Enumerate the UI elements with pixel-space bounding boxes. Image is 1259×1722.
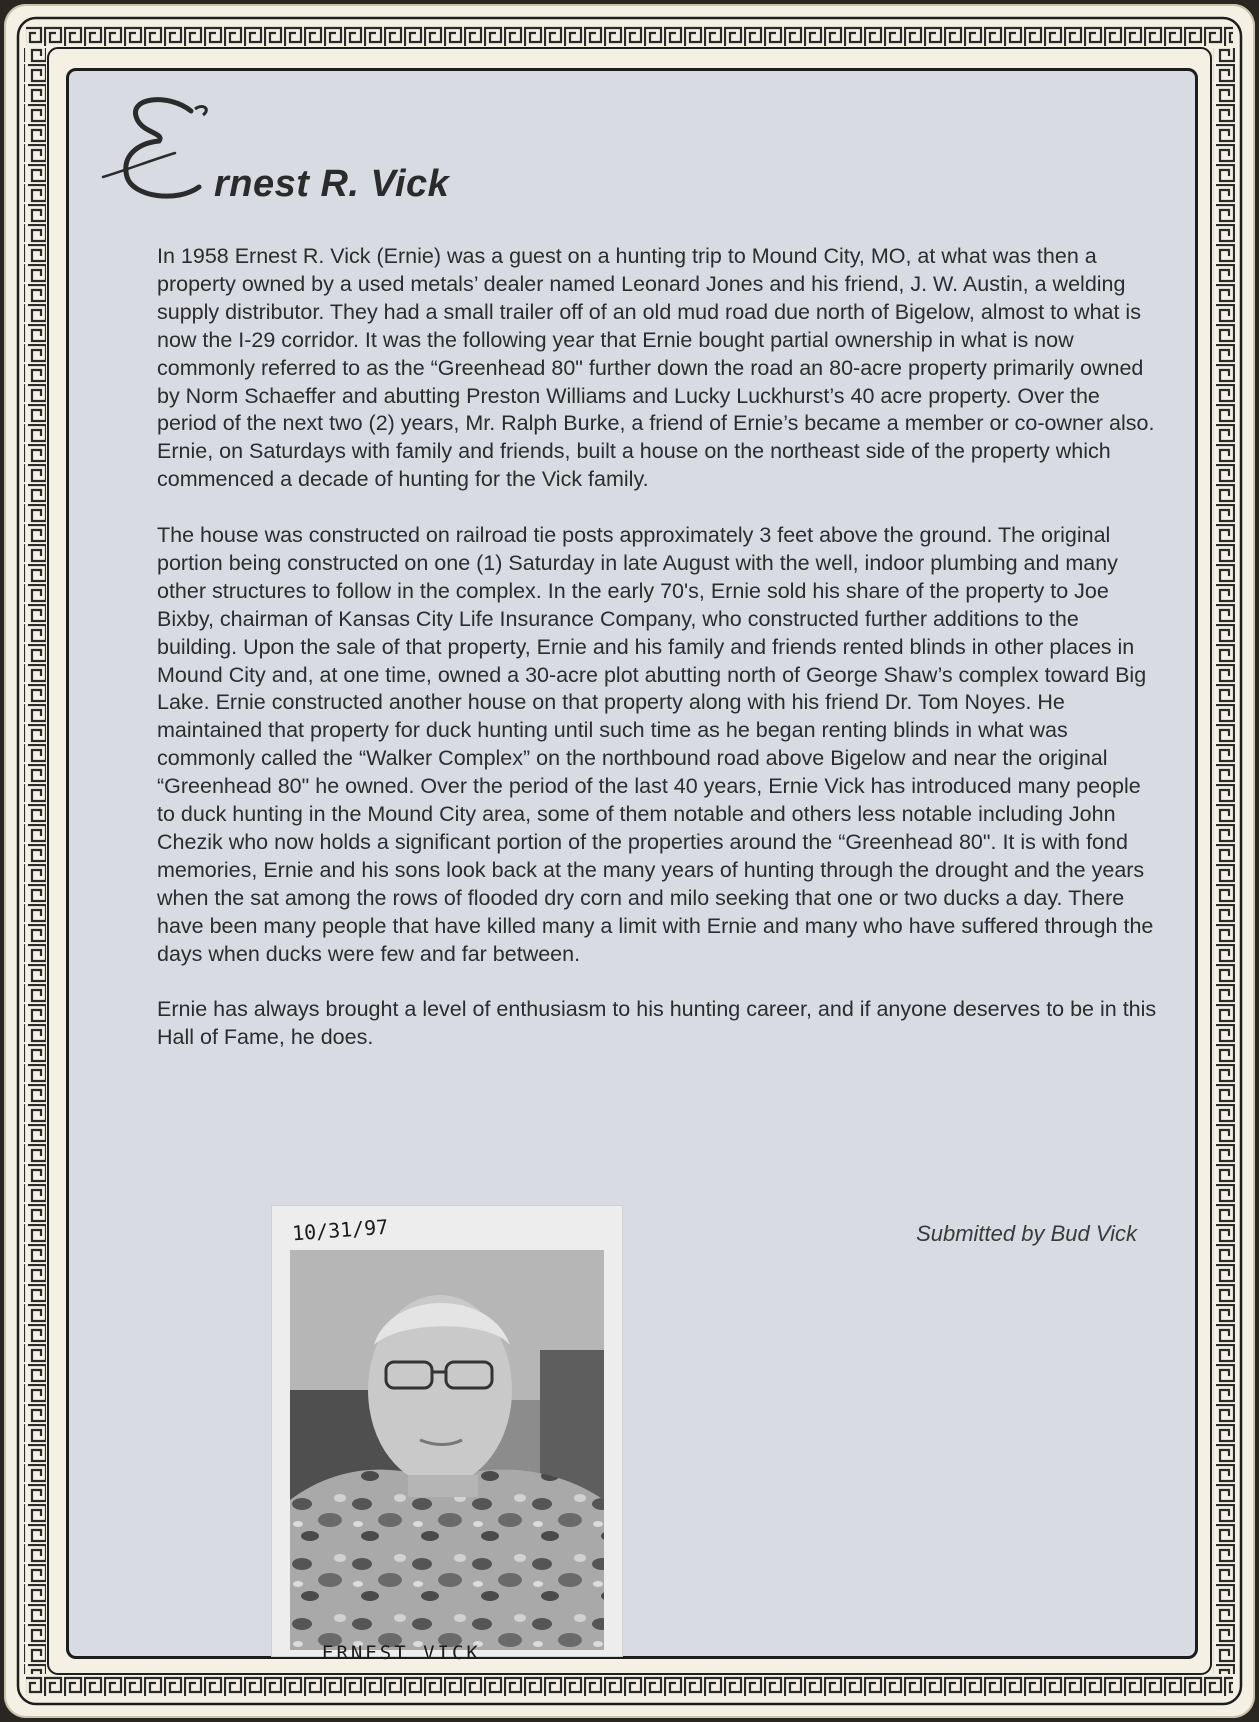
content-panel <box>66 68 1198 1659</box>
paragraph-2: The house was constructed on railroad tie posts approximately 3 feet above the ground. The original portion being constructed on one (1) Saturday in late August with the well, indoor plumbing and many other structures to follow in the complex. In the early 70's, Ernie sold his share of the property to Joe Bixby, chairman of Kansas City Life Insurance Company, who constructed further additions to the building. Upon the sale of that property, Ernie and his family and friends rented blinds in other places in Mound City and, at one time, owned a 30-acre plot abutting north of George Shaw’s complex toward Big Lake. Ernie constructed another house on that property along with his friend Dr. Tom Noyes. He maintained that property for duck hunting until such time as he began renting blinds in what was commonly called the “Walker Complex” on the northbound road above Bigelow and near the original “Greenhead 80" he owned. Over the period of the last 40 years, Ernie Vick has introduced many people to duck hunting in the Mound City area, some of them notable and others less notable including John Chezik who now holds a significant portion of the properties around the “Greenhead 80". It is with fond memories, Ernie and his sons look back at the many years of hunting through the drought and the years when the sat among the rows of flooded dry corn and milo seeking that one or two ducks a day. There have been many people that have killed many a limit with Ernie and many who have suffered through the days when ducks were few and far between. <box>157 523 1154 966</box>
article-body <box>157 243 1157 1080</box>
script-initial-e <box>99 91 229 211</box>
paragraph-1: In 1958 Ernest R. Vick (Ernie) was a guest on a hunting trip to Mound City, MO, at what was then a property owned by a used metals’ dealer named Leonard Jones and his friend, J. W. Austin, a welding supply distributor. They had a small trailer off of an old mud road due north of Bigelow, almost to what is now the I-29 corridor. It was the following year that Ernie bought partial ownership in what is now commonly referred to as the “Greenhead 80" further down the road an 80-acre property primarily owned by Norm Schaeffer and abutting Preston Williams and Lucky Luckhurst’s 40 acre property. Over the period of the next two (2) years, Mr. Ralph Burke, a friend of Ernie’s became a member or co-owner also. Ernie, on Saturdays with family and friends, built a house on the northeast side of the property which commenced a decade of hunting for the Vick family. <box>157 244 1155 492</box>
handwritten-caption: ERNEST VICK <box>322 1642 481 1664</box>
page-frame <box>4 4 1255 1718</box>
title-text: rnest R. Vick <box>214 163 450 205</box>
title <box>99 91 599 211</box>
paragraph-3: Ernie has always brought a level of enthusiasm to his hunting career, and if anyone deserves to be in this Hall of Fame, he does. <box>157 997 1157 1050</box>
newspaper-clipping <box>272 1206 622 1664</box>
handwritten-date: 10/31/97 <box>291 1214 390 1246</box>
portrait-photo <box>290 1250 604 1650</box>
submitted-by: Submitted by Bud Vick <box>916 1221 1137 1246</box>
